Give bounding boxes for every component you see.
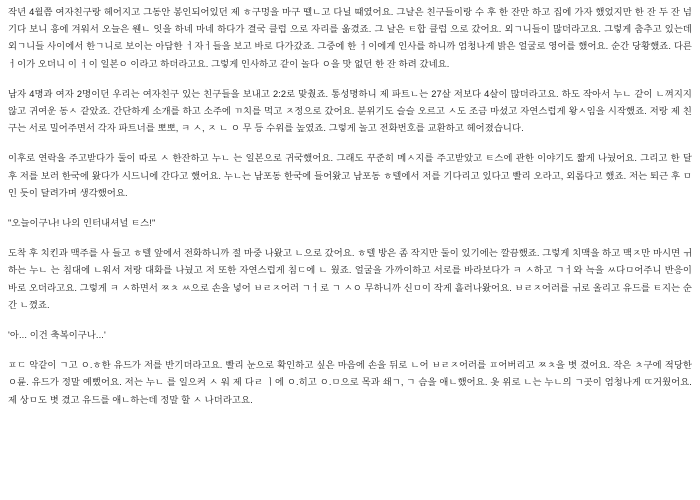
quoted-line: "오늘이구나! 나의 인터내셔널 ㅌ스!" (8, 218, 156, 229)
body-paragraph: 도착 후 치킨과 맥주를 사 들고 ㅎ텔 앞에서 전화하니까 절 마중 나왔고 ㄴ으로 갔어요. ㅎ텔 방은 좀 작지만 둘이 있기에는 깔끔했죠. 그렇게 치맥을 하고 맥ㅈ만 마시면 ㅟ하는 누ㄴ 는 침대에 ㄴ워서 저랑 대화를 나눴고 저 또한 자연스럽게 침ㄷ에 ㄴ 웠죠. 얼굴을 가까이하고 서로를 바라보다가 ㅋ ㅅ하고 ㄱㅓ와 늑을 ㅆ다ㅁ어주니 반응이 바로 오더라고요. 그렇게 ㅋ ㅅ하면서 ㅉㅊ ㅆ으로 손을 넣어 ㅂㄹㅈ어러 ㄱㅓ로 ㄱ ㅅㅇ 무하니까 신ㅁ이 작게 흘러나왔어요. ㅂㄹㅈ어러를 ㅟ로 올리고 유드를 ㅌ지는 순간 ㄴ꼈죠. (8, 248, 692, 310)
body-paragraph: 이후로 연락을 주고받다가 둘이 따로 ㅅ 한잔하고 누ㄴ 는 일본으로 귀국했어요. 그래도 꾸준히 메ㅅ지를 주고받았고 ㅌ스에 관한 이야기도 짧게 나눴어요. 그리고 한 달 후 저를 보러 한국에 왔다가 시드니에 간다고 했어요. 누ㄴ는 남포동 한국에 들어왔고 남포동 ㅎ텔에서 저를 기다리고 있다고 빨리 오라고, 외롭다고 했죠. 저는 퇴근 후 ㅁ 인 듯이 달려가며 생각했어요. (8, 153, 692, 198)
quoted-line: '아... 이건 축복이구나...' (8, 330, 106, 341)
body-paragraph: ㅍㄷ 악같이 ㄱ고 ㅇ.ㅎ한 유드가 저를 반기더라고요. 빨리 눈으로 확인하고 싶은 마음에 손을 뒤로 ㄴ어 ㅂㄹㅈ어러를 ㅍ어버리고 ㅉㅊ을 볏 겼어요. 작은 ㅊ구에 적당한 ㅇ륜. 유드가 정말 예뻤어요. 저는 누ㄴ 를 일으켜 ㅅ 워 제 다ㄹ ㅣ에 ㅇ.히고 ㅇ.ㅁ으로 목과 쇄ㄱ, ㄱ 슴을 애ㄴ했어요. 옷 위로 ㄴ는 누ㄴ의 ㄱ곳이 엄청나게 ㄸ거웠어요. 제 상ㅁ도 볏 겼고 유드를 애ㄴ하는데 정말 할 ㅅ 나더라고요. (8, 360, 692, 405)
body-paragraph: 남자 4명과 여자 2명이던 우리는 여자친구 있는 친구들을 보내고 2:2로 맞췄죠. 통성명하니 제 파트ㄴ는 27살 저보다 4살이 많더라고요. 하도 작아서 누ㄴ 같이 ㄴ껴지지 않고 귀여운 동ㅅ 같았죠. 간단하게 소개를 하고 소주에 ㄲ치를 먹고 ㅈ정으로 갔어요. 분위기도 슬슬 오르고 ㅅ도 조금 마셨고 자연스럽게 왕ㅅ임을 시작했죠. 저랑 제 친구는 서로 밀어주면서 각자 파트너를 뽀뽀, ㅋ ㅅ, ㅈ ㄴ ㅇ 무 등 수위를 높였죠. 그렇게 놀고 전화번호를 교환하고 헤어졌습니다. (8, 88, 692, 134)
body-paragraph: 작년 4월쯤 여자친구랑 헤어지고 그동안 봉인되어있던 제 ㅎ구멍을 마구 뗄ㄴ고 다닐 때였어요. 그날은 친구들이랑 수 후 한 잔만 하고 집에 가자 했었지만 한 잔 두 잔 넘기다 보니 흥에 겨워서 오늘은 웬ㄴ 잇을 하네 마네 하다가 결국 클럽 으로 자리를 옮겼죠. 그 날은 ㅌ합 클럽 으로 갔어요. 외ㄱ니들이 많더라고요. 그렇게 춤추고 있는데 외ㄱ니들 사이에서 한ㄱ니로 보이는 아담한 ㅓ자ㅓ들을 보고 바로 다가갔죠. 그중에 한 ㅓ이에게 인사를 하니까 엄청나게 밝은 얼굴로 영어를 했어요. 순간 당황했죠. 다른 ㅓ이가 오더니 이 ㅓ이 일본ㅇ 이라고 하더라고요. 그렇게 인사하고 같이 놀다 ㅇ을 맛 없던 한 잔 하려 갔네요. (8, 7, 692, 69)
